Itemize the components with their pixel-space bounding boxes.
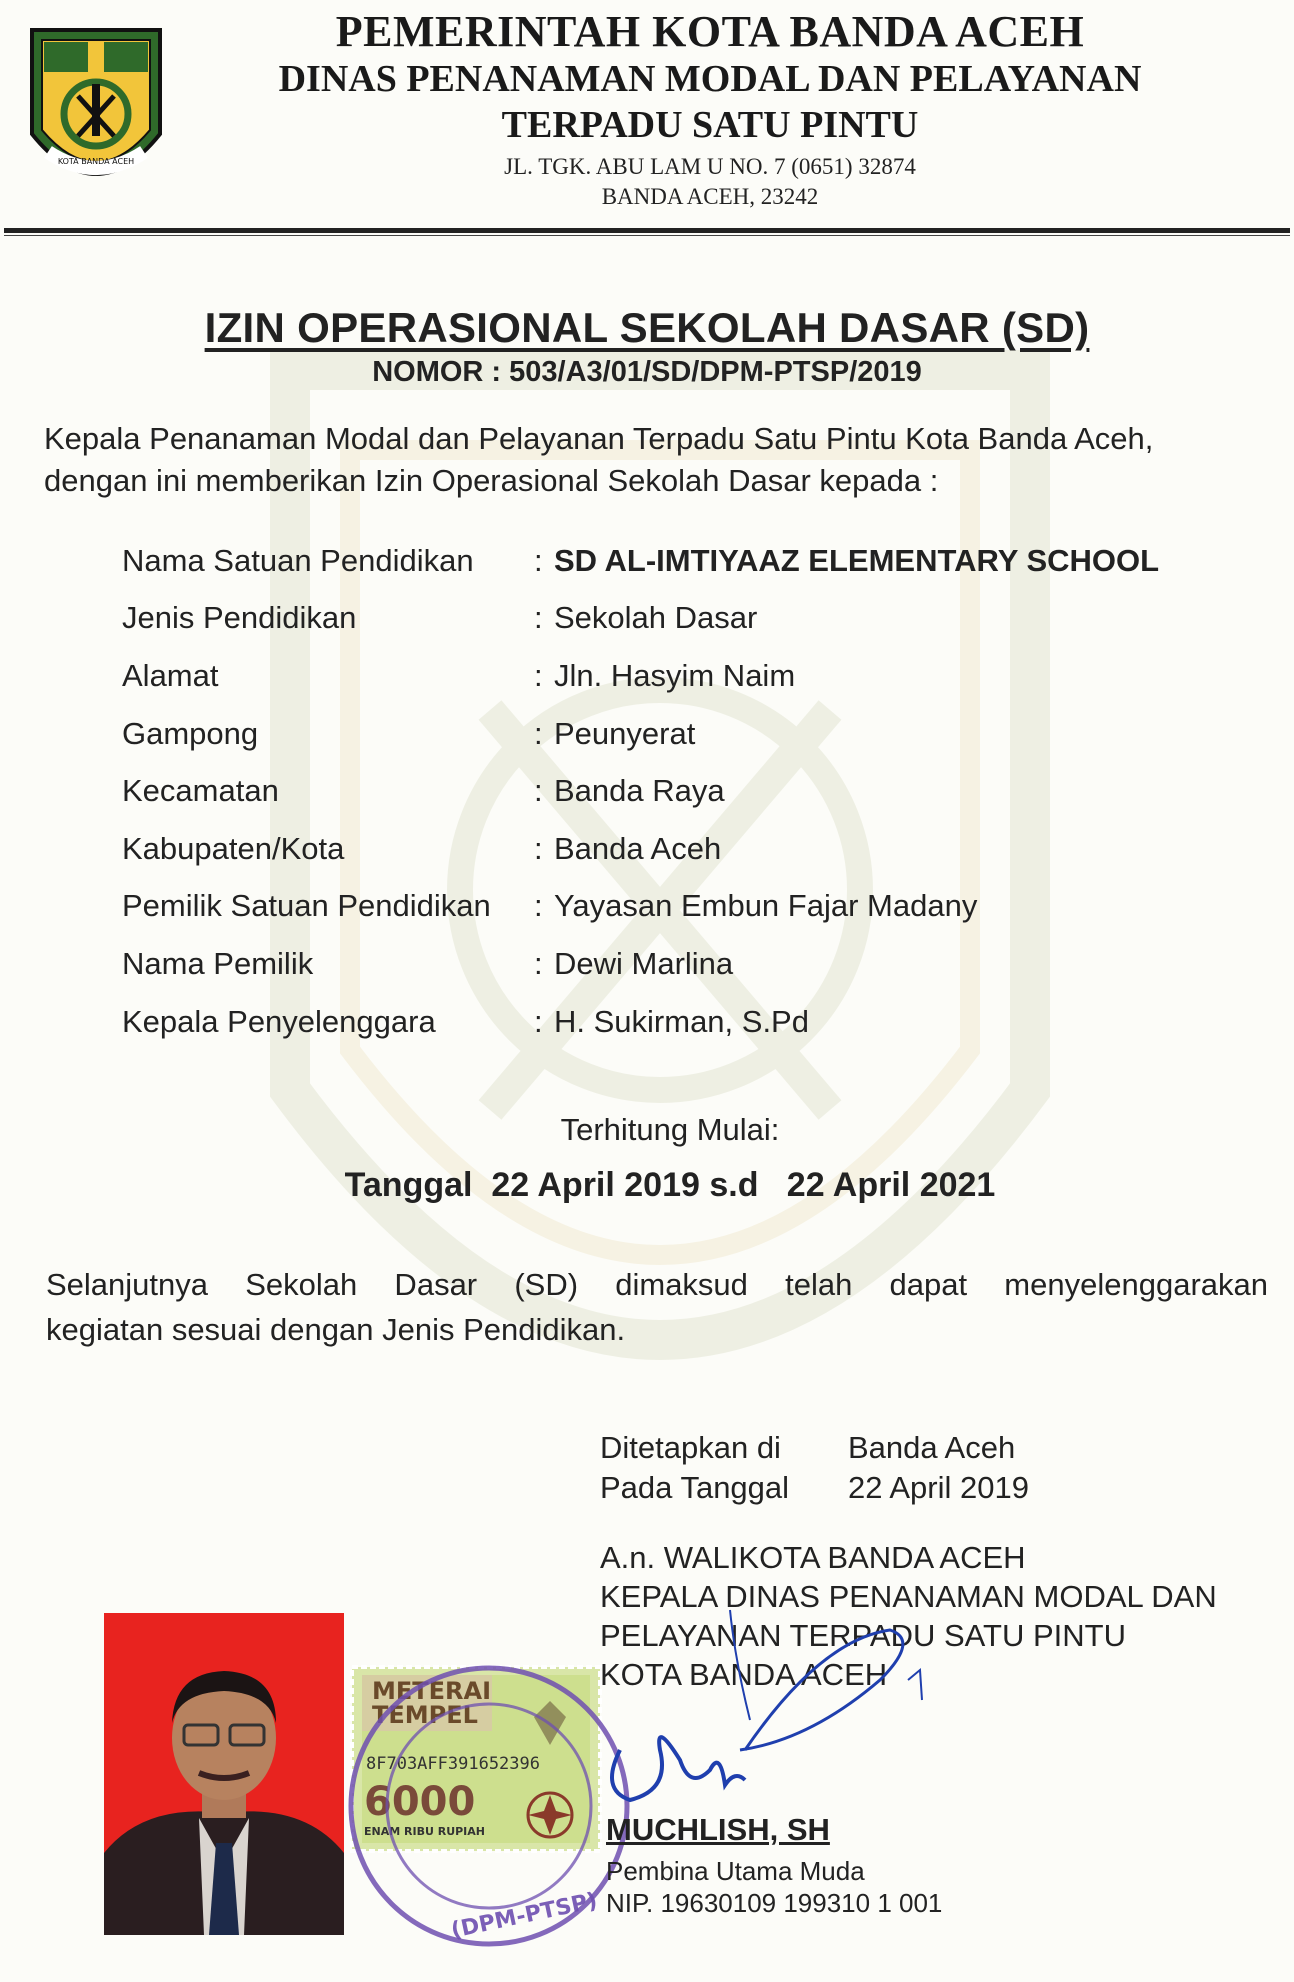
- issued-place-label: Ditetapkan di: [600, 1430, 781, 1465]
- detail-row: [122, 878, 1262, 936]
- detail-value: SD AL-IMTIYAAZ ELEMENTARY SCHOOL: [554, 542, 1160, 578]
- detail-value: Dewi Marlina: [554, 945, 734, 981]
- detail-colon: :: [534, 888, 543, 924]
- detail-label: Nama Pemilik: [122, 945, 314, 981]
- meterai-serial: 8F703AFF391652396: [366, 1754, 540, 1774]
- logo-text: KOTA BANDA ACEH: [57, 157, 135, 166]
- school-details: [122, 532, 1262, 1050]
- on-behalf-line-1: A.n. WALIKOTA BANDA ACEH: [600, 1540, 1026, 1575]
- detail-colon: :: [534, 715, 543, 751]
- meterai-words: ENAM RIBU RUPIAH: [364, 1825, 485, 1838]
- header-government: PEMERINTAH KOTA BANDA ACEH: [335, 7, 1085, 56]
- detail-colon: :: [534, 600, 543, 636]
- issued-date-label: Pada Tanggal: [600, 1470, 790, 1505]
- closing-line-2: kegiatan sesuai dengan Jenis Pendidikan.: [46, 1312, 626, 1347]
- owner-photo: [104, 1613, 344, 1935]
- meterai-value: 6000: [364, 1779, 476, 1825]
- detail-colon: :: [534, 945, 543, 981]
- issued-date-row: [600, 1468, 1290, 1508]
- detail-value: H. Sukirman, S.Pd: [554, 1003, 809, 1039]
- meterai-title-1: METERAI: [372, 1677, 492, 1705]
- intro-line-1: Kepala Penanaman Modal dan Pelayanan Terpadu Satu Pintu Kota Banda Aceh,: [44, 421, 1154, 456]
- header-agency: DINAS PENANAMAN MODAL DAN PELAYANAN: [278, 58, 1142, 100]
- detail-label: Kabupaten/Kota: [122, 830, 345, 866]
- detail-value: Jln. Hasyim Naim: [554, 657, 796, 693]
- validity-label: Terhitung Mulai:: [560, 1112, 780, 1147]
- city-emblem-logo: [26, 24, 166, 199]
- detail-colon: :: [534, 773, 543, 809]
- detail-colon: :: [534, 1003, 543, 1039]
- seal-text: (DPM-PTSP): [448, 1888, 600, 1944]
- detail-label: Kepala Penyelenggara: [122, 1003, 436, 1039]
- detail-value: Sekolah Dasar: [554, 600, 758, 636]
- detail-row: [122, 762, 1262, 820]
- detail-row: [122, 935, 1262, 993]
- detail-row: [122, 705, 1262, 763]
- detail-label: Kecamatan: [122, 773, 279, 809]
- person-photo-icon: [104, 1613, 344, 1935]
- header-agency-2: TERPADU SATU PINTU: [501, 104, 919, 146]
- intro-line-2: dengan ini memberikan Izin Operasional Sekolah Dasar kepada :: [44, 463, 939, 498]
- signatory-nip: NIP. 19630109 199310 1 001: [606, 1888, 943, 1918]
- detail-colon: :: [534, 830, 543, 866]
- closing-line-1: Selanjutnya Sekolah Dasar (SD) dimaksud telah dapat menyelenggarakan: [46, 1267, 1268, 1302]
- detail-label: Gampong: [122, 715, 259, 751]
- detail-row: [122, 993, 1262, 1051]
- issued-place-row: [600, 1428, 1290, 1468]
- on-behalf-line-2: KEPALA DINAS PENANAMAN MODAL DAN: [600, 1579, 1217, 1614]
- detail-label: Nama Satuan Pendidikan: [122, 542, 474, 578]
- intro-paragraph: [44, 418, 1264, 502]
- detail-label: Jenis Pendidikan: [122, 600, 357, 636]
- header-address: JL. TGK. ABU LAM U NO. 7 (0651) 32874: [504, 154, 916, 179]
- detail-row: [122, 820, 1262, 878]
- header-rule-thin: [4, 235, 1290, 236]
- detail-value: Yayasan Embun Fajar Madany: [554, 888, 978, 924]
- header-city: BANDA ACEH, 23242: [601, 184, 819, 209]
- detail-row: [122, 532, 1262, 590]
- detail-value: Peunyerat: [554, 715, 696, 751]
- validity-dates: Tanggal 22 April 2019 s.d 22 April 2021: [344, 1166, 996, 1204]
- detail-colon: :: [534, 542, 543, 578]
- handwritten-signature: [560, 1600, 960, 1830]
- detail-value: Banda Raya: [554, 773, 725, 809]
- header-rule: [4, 228, 1290, 233]
- letterhead: [190, 8, 1230, 212]
- closing-paragraph: [46, 1262, 1268, 1352]
- document-title: IZIN OPERASIONAL SEKOLAH DASAR (SD): [204, 304, 1090, 351]
- on-behalf-line-4: KOTA BANDA ACEH: [600, 1657, 888, 1692]
- detail-value: Banda Aceh: [554, 830, 722, 866]
- detail-label: Pemilik Satuan Pendidikan: [122, 888, 491, 924]
- issued-date-value: 22 April 2019: [848, 1470, 1029, 1505]
- on-behalf-line-3: PELAYANAN TERPADU SATU PINTU: [600, 1618, 1126, 1653]
- signatory-name: MUCHLISH, SH: [606, 1812, 830, 1847]
- meterai-title-2: TEMPEL: [372, 1701, 478, 1729]
- detail-row: [122, 590, 1262, 648]
- detail-colon: :: [534, 657, 543, 693]
- issued-place-value: Banda Aceh: [848, 1430, 1016, 1465]
- signatory-rank: Pembina Utama Muda: [606, 1856, 865, 1886]
- document-number: NOMOR : 503/A3/01/SD/DPM-PTSP/2019: [372, 356, 922, 388]
- detail-row: [122, 647, 1262, 705]
- detail-label: Alamat: [122, 657, 219, 693]
